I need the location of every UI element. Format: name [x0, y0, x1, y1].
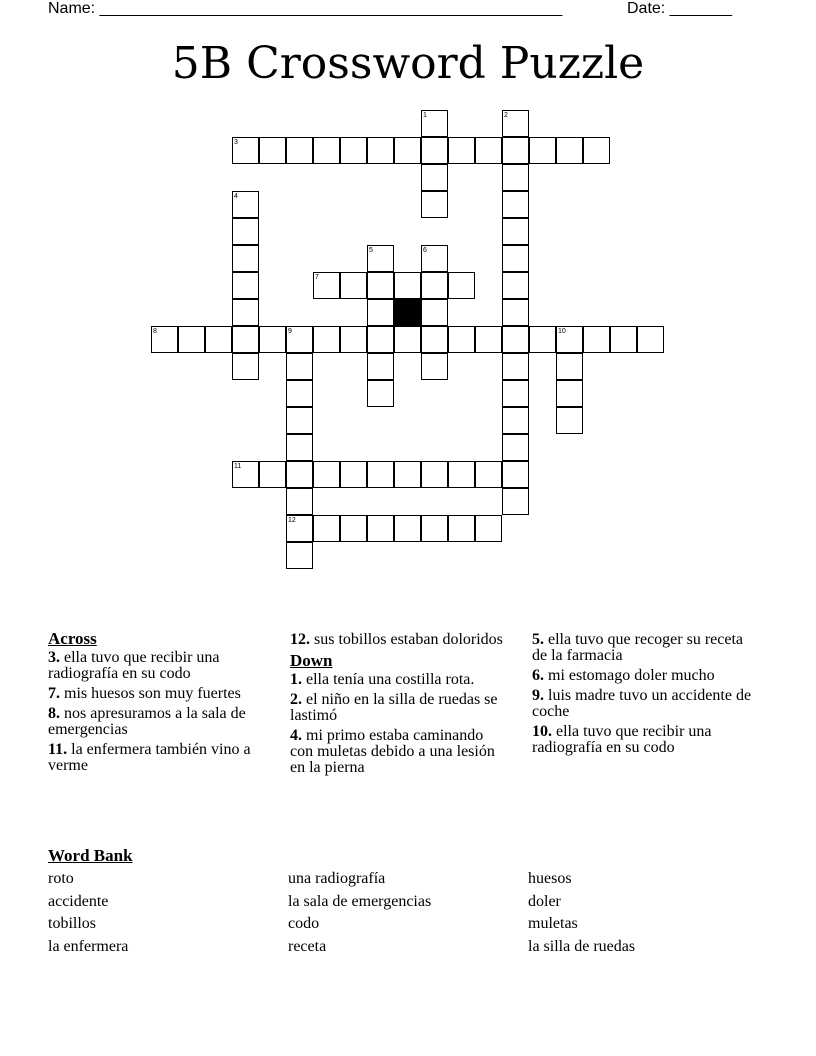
cell-number: 11	[234, 463, 242, 470]
across-clue-3: 3. ella tuvo que recibir una radiografía en su codo	[48, 649, 220, 682]
crossword-cell[interactable]	[313, 326, 340, 353]
crossword-cell[interactable]	[313, 515, 340, 542]
crossword-cell[interactable]	[448, 461, 475, 488]
cell-number: 5	[369, 247, 373, 254]
crossword-cell[interactable]	[637, 326, 664, 353]
crossword-cell[interactable]	[421, 272, 448, 299]
crossword-cell[interactable]	[421, 191, 448, 218]
word-bank-item: la silla de ruedas	[528, 938, 636, 955]
crossword-cell[interactable]	[232, 326, 259, 353]
crossword-cell[interactable]	[529, 137, 556, 164]
down-clue-1: 1. ella tenía una costilla rota.	[290, 671, 475, 688]
date-label: Date: _______	[627, 0, 732, 17]
crossword-cell[interactable]	[502, 407, 529, 434]
crossword-cell[interactable]	[286, 488, 313, 515]
crossword-cell[interactable]	[259, 137, 286, 164]
crossword-cell[interactable]	[394, 326, 421, 353]
word-bank-item: doler	[528, 893, 561, 910]
down-clue-4: 4. mi primo estaba caminando con muletas debido a una lesión en la pierna	[290, 727, 495, 776]
crossword-cell[interactable]	[502, 353, 529, 380]
word-bank-item: una radiografía	[288, 870, 386, 887]
cell-number: 4	[234, 193, 238, 200]
crossword-cell[interactable]	[205, 326, 232, 353]
crossword-cell[interactable]	[367, 137, 394, 164]
word-bank-item: roto	[48, 870, 74, 887]
crossword-cell[interactable]	[475, 461, 502, 488]
crossword-cell[interactable]	[367, 299, 394, 326]
clues-column-2	[290, 632, 505, 780]
crossword-cell[interactable]	[502, 137, 529, 164]
crossword-cell[interactable]	[421, 164, 448, 191]
word-bank-heading: Word Bank	[48, 846, 133, 865]
word-bank-item: la sala de emergencias	[288, 893, 432, 910]
across-clue-8: 8. nos apresuramos a la sala de emergencias	[48, 705, 246, 738]
word-bank-item: accidente	[48, 893, 109, 910]
crossword-cell[interactable]	[286, 434, 313, 461]
down-heading: Down	[290, 651, 333, 670]
crossword-cell[interactable]	[367, 326, 394, 353]
word-bank-item: codo	[288, 915, 320, 932]
crossword-cell[interactable]	[502, 326, 529, 353]
crossword-cell[interactable]	[529, 326, 556, 353]
crossword-cell[interactable]	[475, 515, 502, 542]
down-clue-6: 6. mi estomago doler mucho	[532, 667, 715, 684]
cell-number: 8	[153, 328, 157, 335]
crossword-cell[interactable]	[340, 272, 367, 299]
crossword-cell[interactable]	[286, 137, 313, 164]
crossword-cell[interactable]	[232, 272, 259, 299]
crossword-cell[interactable]	[502, 218, 529, 245]
cell-number: 3	[234, 139, 238, 146]
crossword-cell[interactable]	[394, 272, 421, 299]
cell-number: 1	[423, 112, 427, 119]
down-clue-9: 9. luis madre tuvo un accidente de coche	[532, 687, 752, 720]
crossword-cell[interactable]	[421, 515, 448, 542]
crossword-cell[interactable]	[286, 380, 313, 407]
crossword-cell[interactable]	[286, 542, 313, 569]
crossword-cell[interactable]	[421, 299, 448, 326]
crossword-cell[interactable]	[421, 326, 448, 353]
crossword-cell[interactable]	[340, 326, 367, 353]
crossword-cell[interactable]	[259, 326, 286, 353]
crossword-cell[interactable]	[556, 380, 583, 407]
down-clue-5: 5. ella tuvo que recoger su receta de la farmacia	[532, 631, 744, 664]
crossword-cell[interactable]	[583, 137, 610, 164]
crossword-cell[interactable]	[502, 461, 529, 488]
across-clue-7: 7. mis huesos son muy fuertes	[48, 685, 241, 702]
cell-number: 12	[288, 517, 296, 524]
crossword-cell[interactable]	[367, 353, 394, 380]
crossword-cell[interactable]	[340, 461, 367, 488]
crossword-cell[interactable]	[232, 353, 259, 380]
crossword-cell[interactable]	[502, 380, 529, 407]
cell-number: 2	[504, 112, 508, 119]
crossword-cell[interactable]	[259, 461, 286, 488]
across-clue-11: 11. la enfermera también vino a verme	[48, 741, 251, 774]
crossword-cell[interactable]	[610, 326, 637, 353]
crossword-cell[interactable]	[502, 434, 529, 461]
crossword-cell[interactable]	[502, 191, 529, 218]
crossword-cell[interactable]	[394, 515, 421, 542]
crossword-cell[interactable]	[313, 461, 340, 488]
crossword-cell[interactable]	[340, 137, 367, 164]
cell-number: 6	[423, 247, 427, 254]
crossword-cell[interactable]	[367, 461, 394, 488]
crossword-cell[interactable]	[286, 461, 313, 488]
crossword-cell[interactable]	[502, 164, 529, 191]
word-bank-item: receta	[288, 938, 327, 955]
crossword-cell[interactable]	[502, 245, 529, 272]
down-clue-10: 10. ella tuvo que recibir una radiografía en su codo	[532, 723, 712, 756]
page-title: 5B Crossword Puzzle	[171, 38, 645, 89]
crossword-cell[interactable]	[367, 380, 394, 407]
crossword-cell[interactable]	[421, 137, 448, 164]
crossword-cell[interactable]	[556, 407, 583, 434]
crossword-cell[interactable]	[448, 272, 475, 299]
word-bank-item: la enfermera	[48, 938, 129, 955]
crossword-cell[interactable]	[556, 353, 583, 380]
crossword-cell[interactable]	[583, 326, 610, 353]
crossword-black-cell	[394, 299, 421, 326]
crossword-cell[interactable]	[367, 272, 394, 299]
cell-number: 7	[315, 274, 319, 281]
crossword-cell[interactable]	[394, 137, 421, 164]
crossword-cell[interactable]	[286, 353, 313, 380]
clues-column-3	[532, 632, 762, 760]
crossword-cell[interactable]	[475, 137, 502, 164]
name-label: Name: ____________________________________________________	[48, 0, 563, 17]
clues-column-1	[48, 630, 273, 778]
crossword-cell[interactable]	[232, 299, 259, 326]
crossword-cell[interactable]	[394, 461, 421, 488]
crossword-cell[interactable]	[286, 407, 313, 434]
crossword-cell[interactable]	[502, 299, 529, 326]
crossword-cell[interactable]	[448, 326, 475, 353]
crossword-cell[interactable]	[448, 515, 475, 542]
crossword-cell[interactable]	[421, 461, 448, 488]
crossword-cell[interactable]	[421, 353, 448, 380]
crossword-cell[interactable]	[502, 488, 529, 515]
crossword-cell[interactable]	[313, 137, 340, 164]
word-bank-item: huesos	[528, 870, 572, 887]
word-bank-item: tobillos	[48, 915, 97, 932]
crossword-cell[interactable]	[502, 272, 529, 299]
cell-number: 9	[288, 328, 292, 335]
crossword-cell[interactable]	[178, 326, 205, 353]
across-clue-12: 12. sus tobillos estaban doloridos	[290, 631, 503, 648]
word-bank-item: muletas	[528, 915, 578, 932]
crossword-cell[interactable]	[340, 515, 367, 542]
down-clue-2: 2. el niño en la silla de ruedas se lastimó	[290, 691, 498, 724]
across-heading: Across	[48, 629, 97, 648]
crossword-cell[interactable]	[448, 137, 475, 164]
crossword-cell[interactable]	[556, 137, 583, 164]
crossword-cell[interactable]	[232, 245, 259, 272]
crossword-cell[interactable]	[367, 515, 394, 542]
cell-number: 10	[558, 328, 566, 335]
crossword-cell[interactable]	[475, 326, 502, 353]
crossword-cell[interactable]	[232, 218, 259, 245]
